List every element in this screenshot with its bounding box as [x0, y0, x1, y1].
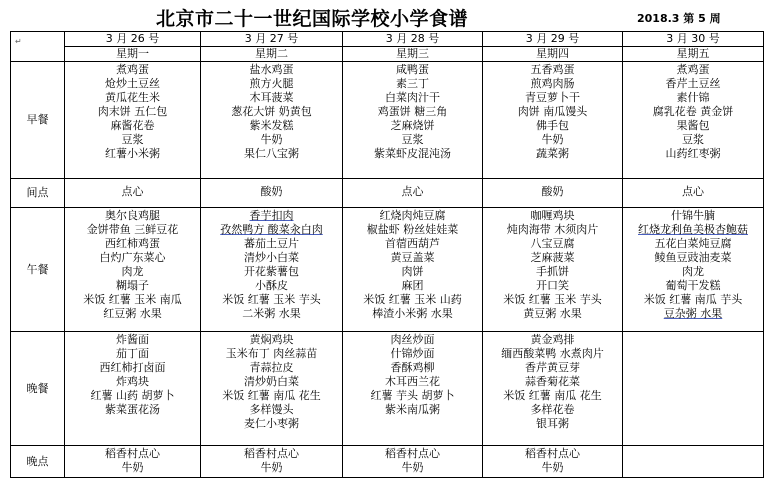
menu-item: 红薯 芋头 胡萝卜	[370, 389, 455, 402]
menu-item: 白菜肉汁干	[385, 91, 440, 104]
meal-label: 晚餐	[11, 332, 65, 446]
menu-item: 香芹土豆丝	[665, 77, 721, 90]
menu-item: 蔬菜粥	[536, 147, 569, 160]
meal-row	[11, 208, 764, 332]
menu-item: 牛奶	[260, 133, 283, 146]
menu-cell	[483, 62, 623, 179]
day-header-4	[623, 32, 764, 62]
menu-item: 开口笑	[536, 279, 569, 292]
menu-item: 芝麻烧饼	[390, 119, 435, 132]
day-weekday: 星期五	[676, 47, 710, 60]
menu-item: 点心	[682, 185, 704, 198]
menu-cell	[623, 179, 764, 208]
menu-cell	[623, 62, 764, 179]
menu-item: 鸡蛋饼 糖三角	[377, 105, 448, 118]
menu-item: 手抓饼	[536, 265, 569, 278]
menu-item: 葡萄干发糕	[665, 279, 721, 292]
menu-item: 点心	[401, 185, 424, 198]
menu-item: 什锦炒面	[390, 347, 435, 360]
menu-item: 西红柿打卤面	[99, 361, 166, 374]
menu-item: 炸鸡块	[116, 375, 149, 388]
menu-item: 金饼带鱼 三鲜豆花	[86, 223, 179, 236]
menu-item: 酸奶	[541, 185, 564, 198]
menu-item: 香酥鸡柳	[390, 361, 435, 374]
day-header-3	[483, 32, 623, 62]
menu-item: 盐水鸡蛋	[249, 63, 294, 76]
menu-item: 咖喱鸡块	[530, 209, 575, 222]
menu-item: 米饭 红薯 玉米 山药	[363, 293, 462, 306]
menu-item: 果仁八宝粥	[244, 147, 299, 160]
menu-cell	[623, 208, 764, 332]
menu-item: 小酥皮	[255, 279, 288, 292]
day-header-2	[343, 32, 483, 62]
menu-item: 糊塌子	[116, 279, 149, 292]
day-date: 3 月 29 号	[483, 32, 622, 47]
menu-cell	[201, 446, 343, 478]
menu-item: 椒盐虾 粉丝娃娃菜	[366, 223, 459, 236]
menu-item: 牛奶	[541, 461, 564, 474]
day-weekday: 星期三	[396, 47, 429, 60]
menu-item: 香芹黄豆芽	[525, 361, 580, 374]
menu-item: 稻香村点心	[385, 447, 440, 460]
menu-cell	[65, 446, 201, 478]
menu-item: 木耳西兰花	[385, 375, 440, 388]
menu-item: 腐乳花卷 黄金饼	[652, 105, 734, 118]
menu-item: 首蓿西葫芦	[385, 237, 440, 250]
menu-item: 香芋扣肉	[249, 209, 294, 222]
menu-item: 山药红枣粥	[665, 147, 721, 160]
menu-cell	[201, 179, 343, 208]
menu-item: 紫米南瓜粥	[385, 403, 440, 416]
menu-item: 稻香村点心	[244, 447, 299, 460]
menu-item: 果酱包	[676, 119, 710, 132]
menu-item: 肉饼	[401, 265, 424, 278]
menu-item: 孜然鸭方 酸菜汆白肉	[220, 223, 323, 236]
menu-item: 豆浆	[401, 133, 424, 146]
day-date: 3 月 30 号	[623, 32, 763, 47]
page-title: 北京市二十一世纪国际学校小学食谱	[156, 8, 469, 30]
menu-item: 黄豆盖菜	[390, 251, 435, 264]
menu-cell	[483, 446, 623, 478]
menu-item: 肉丝炒面	[390, 333, 435, 346]
menu-item: 银耳粥	[536, 417, 569, 430]
menu-item: 麻团	[401, 279, 424, 292]
day-date: 3 月 28 号	[343, 32, 482, 47]
menu-cell	[343, 62, 483, 179]
menu-item: 煎方火腿	[249, 77, 294, 90]
menu-item: 玉米布丁 肉丝蒜苗	[225, 347, 318, 360]
menu-cell	[623, 332, 764, 446]
menu-item: 素什锦	[676, 91, 710, 104]
menu-item: 多样馒头	[249, 403, 294, 416]
menu-item: 稻香村点心	[525, 447, 580, 460]
menu-item: 多样花卷	[530, 403, 575, 416]
day-weekday: 星期二	[255, 47, 288, 60]
menu-item: 米饭 红薯 玉米 南瓜	[83, 293, 182, 306]
meal-row	[11, 332, 764, 446]
meal-label: 晚点	[11, 446, 65, 478]
meal-label: 午餐	[11, 208, 65, 332]
menu-item: 米饭 红薯 南瓜 花生	[503, 389, 602, 402]
meal-row	[11, 62, 764, 179]
menu-cell	[201, 62, 343, 179]
menu-item: 炝炒土豆丝	[105, 77, 160, 90]
menu-item: 豆浆	[682, 133, 704, 146]
day-header-0	[65, 32, 201, 62]
menu-item: 二米粥 水果	[242, 307, 301, 320]
menu-item: 稻香村点心	[105, 447, 160, 460]
menu-item: 素三丁	[396, 77, 429, 90]
menu-item: 煮鸡蛋	[116, 63, 149, 76]
menu-cell	[201, 208, 343, 332]
menu-item: 红烧龙利鱼美极杏鲍菇	[638, 223, 748, 236]
menu-item: 葱花大饼 奶黄包	[231, 105, 312, 118]
menu-item: 什锦牛腩	[671, 209, 715, 222]
menu-item: 茄丁面	[116, 347, 149, 360]
menu-item: 缅西酸菜鸭 水煮肉片	[501, 347, 604, 360]
menu-cell	[65, 62, 201, 179]
menu-item: 开花紫薯包	[244, 265, 299, 278]
menu-item: 木耳菠菜	[249, 91, 294, 104]
menu-item: 牛奶	[401, 461, 424, 474]
menu-item: 清炒奶白菜	[244, 375, 299, 388]
menu-item: 红烧肉炖豆腐	[379, 209, 446, 222]
menu-cell	[483, 208, 623, 332]
day-header-1	[201, 32, 343, 62]
menu-item: 青豆萝卜干	[525, 91, 580, 104]
menu-item: 红豆粥 水果	[103, 307, 162, 320]
menu-item: 佛手包	[536, 119, 569, 132]
menu-item: 鲮鱼豆豉油麦菜	[654, 251, 732, 264]
meal-label: 早餐	[11, 62, 65, 179]
menu-item: 芝麻菠菜	[530, 251, 575, 264]
meal-label: 间点	[11, 179, 65, 208]
menu-item: 蕃茄土豆片	[244, 237, 299, 250]
menu-item: 牛奶	[121, 461, 144, 474]
menu-item: 黄金鸡排	[530, 333, 575, 346]
menu-item: 肉末饼 五仁包	[97, 105, 168, 118]
menu-item: 紫菜虾皮混沌汤	[374, 147, 451, 160]
menu-item: 青蒜拉皮	[249, 361, 294, 374]
day-date: 3 月 26 号	[65, 32, 200, 47]
menu-item: 麦仁小枣粥	[244, 417, 299, 430]
menu-item: 米饭 红薯 玉米 芋头	[222, 293, 321, 306]
menu-item: 紫米发糕	[249, 119, 294, 132]
day-weekday: 星期四	[536, 47, 569, 60]
day-weekday: 星期一	[116, 47, 149, 60]
menu-item: 奥尔良鸡腿	[105, 209, 160, 222]
menu-cell	[65, 179, 201, 208]
menu-item: 肉龙	[121, 265, 144, 278]
menu-item: 肉龙	[682, 265, 704, 278]
menu-item: 米饭 红薯 玉米 芋头	[503, 293, 602, 306]
menu-item: 五花白菜炖豆腐	[654, 237, 732, 250]
menu-item: 红薯 山药 胡萝卜	[90, 389, 175, 402]
menu-item: 肉饼 南瓜馒头	[517, 105, 588, 118]
menu-item: 煮鸡蛋	[676, 63, 710, 76]
menu-item: 黄瓜花生米	[105, 91, 160, 104]
menu-item: 豆杂粥 水果	[663, 307, 723, 320]
menu-cell	[343, 208, 483, 332]
menu-cell	[343, 446, 483, 478]
day-date: 3 月 27 号	[201, 32, 342, 47]
menu-item: 五香鸡蛋	[530, 63, 575, 76]
menu-item: 麻酱花卷	[110, 119, 155, 132]
menu-item: 红薯小米粥	[105, 147, 160, 160]
menu-item: 西红柿鸡蛋	[105, 237, 160, 250]
menu-item: 豆浆	[121, 133, 144, 146]
menu-item: 米饭 红薯 南瓜 芋头	[643, 293, 743, 306]
menu-item: 紫菜蛋花汤	[105, 403, 160, 416]
menu-cell	[483, 179, 623, 208]
menu-cell	[65, 332, 201, 446]
meal-row	[11, 179, 764, 208]
menu-item: 白灼广东菜心	[99, 251, 166, 264]
menu-item: 咸鸭蛋	[396, 63, 429, 76]
menu-item: 炖肉海带 木须肉片	[506, 223, 599, 236]
menu-item: 牛奶	[260, 461, 283, 474]
return-mark-icon: ↵	[15, 37, 22, 46]
menu-cell	[201, 332, 343, 446]
menu-item: 酸奶	[260, 185, 283, 198]
menu-table	[10, 31, 764, 478]
menu-item: 黄豆粥 水果	[523, 307, 582, 320]
page-header	[0, 4, 773, 28]
menu-item: 棒渣小米粥 水果	[372, 307, 453, 320]
menu-cell	[343, 332, 483, 446]
menu-item: 牛奶	[541, 133, 564, 146]
corner-cell	[11, 32, 65, 62]
menu-item: 八宝豆腐	[530, 237, 575, 250]
menu-item: 清炒小白菜	[244, 251, 299, 264]
menu-item: 黄焖鸡块	[249, 333, 294, 346]
week-label: 2018.3 第 5 周	[637, 12, 721, 25]
menu-item: 点心	[121, 185, 144, 198]
menu-item: 蒜香菊花菜	[525, 375, 580, 388]
menu-item: 炸酱面	[116, 333, 149, 346]
meal-row	[11, 446, 764, 478]
menu-cell	[65, 208, 201, 332]
header-row	[11, 32, 764, 62]
menu-item: 米饭 红薯 南瓜 花生	[222, 389, 321, 402]
menu-cell	[343, 179, 483, 208]
menu-cell	[623, 446, 764, 478]
menu-cell	[483, 332, 623, 446]
menu-item: 煎鸡肉肠	[530, 77, 575, 90]
